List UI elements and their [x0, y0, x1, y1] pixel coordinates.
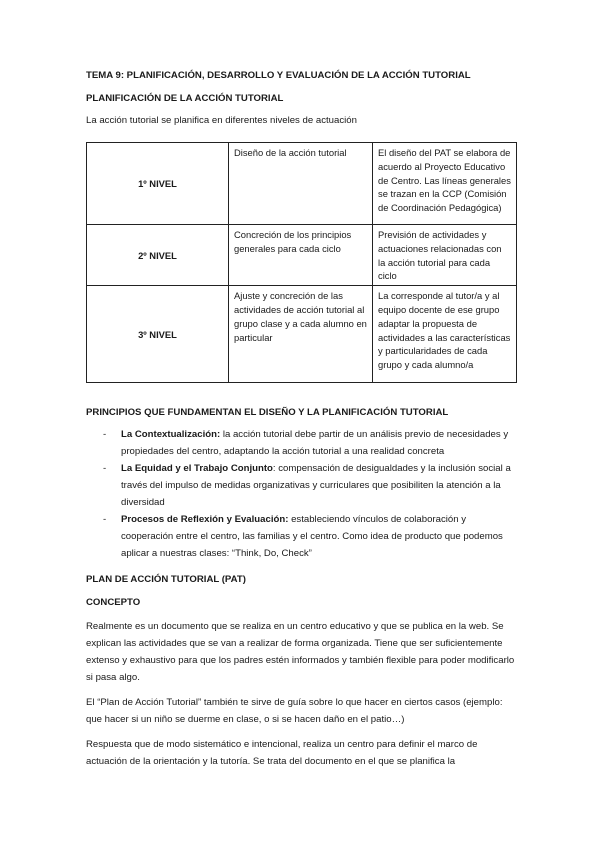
- principle-term: La Equidad y el Trabajo Conjunto: [121, 463, 273, 475]
- list-item: [86, 460, 516, 511]
- subheading-concepto: CONCEPTO: [86, 597, 141, 609]
- description-cell: Concreción de los principios generales para cada ciclo: [229, 225, 373, 286]
- level-cell: 2º NIVEL: [87, 225, 229, 286]
- section-heading-pat: PLAN DE ACCIÓN TUTORIAL (PAT): [86, 574, 246, 586]
- table-row: [87, 225, 517, 286]
- principle-term: La Contextualización:: [121, 429, 221, 441]
- table-row: [87, 286, 517, 383]
- principles-list: [86, 426, 516, 562]
- bullet-dash: -: [103, 514, 107, 526]
- principle-text: la acción tutorial debe partir de un análisis previo de necesidades y propiedades del centro, adaptando la acción tutorial a una realidad concreta: [121, 429, 509, 458]
- principle-text: : compensación de desigualdades y la inclusión social a través del impulso de medidas organizativas y curriculares que posibiliten la atención a la diversidad: [121, 463, 511, 509]
- detail-cell: La corresponde al tutor/a y al equipo docente de ese grupo adaptar la propuesta de actividades a las características y particularidades de cada grupo y cada alumno/a: [373, 286, 517, 383]
- detail-cell: Previsión de actividades y actuaciones relacionadas con la acción tutorial para cada ciclo: [373, 225, 517, 286]
- list-item: [86, 426, 516, 460]
- paragraph: Respuesta que de modo sistemático e intencional, realiza un centro para definir el marco de actuación de la orientación y la tutoría. Se trata del documento en el que se planifica la: [86, 739, 478, 768]
- level-cell: 3º NIVEL: [87, 286, 229, 383]
- table-row: [87, 143, 517, 225]
- bullet-dash: -: [103, 463, 107, 475]
- document-title: TEMA 9: PLANIFICACIÓN, DESARROLLO Y EVALUACIÓN DE LA ACCIÓN TUTORIAL: [86, 70, 471, 81]
- bullet-dash: -: [103, 429, 107, 441]
- document-page: [86, 70, 516, 770]
- paragraph: Realmente es un documento que se realiza en un centro educativo y que se publica en la web. Se explican las actividades que se van a realizar de forma organizada. Tiene que ser suficientemente extenso y exhaustivo para que los padres estén informados y también flexible para poder modificarlo si pasa algo.: [86, 621, 515, 684]
- description-cell: Ajuste y concreción de las actividades de acción tutorial al grupo clase y a cada alumno en particular: [229, 286, 373, 383]
- levels-table: [86, 142, 517, 383]
- level-cell: 1º NIVEL: [87, 143, 229, 225]
- paragraph: El “Plan de Acción Tutorial” también te sirve de guía sobre lo que hacer en ciertos casos (ejemplo: que hacer si un niño se duerme en clase, o si se hacen daño en el patio…): [86, 697, 503, 726]
- section-intro: La acción tutorial se planifica en diferentes niveles de actuación: [86, 115, 357, 126]
- section-heading-planificacion: PLANIFICACIÓN DE LA ACCIÓN TUTORIAL: [86, 93, 284, 104]
- section-heading-principios: PRINCIPIOS QUE FUNDAMENTAN EL DISEÑO Y LA PLANIFICACIÓN TUTORIAL: [86, 407, 449, 419]
- list-item: [86, 511, 516, 562]
- description-cell: Diseño de la acción tutorial: [229, 143, 373, 225]
- principle-text: estableciendo vínculos de colaboración y cooperación entre el centro, las familias y el centro. Como idea de producto que podemos aplicar a nuestras clases: “Think, Do, Check”: [121, 514, 503, 560]
- principle-term: Procesos de Reflexión y Evaluación:: [121, 514, 289, 526]
- detail-cell: El diseño del PAT se elabora de acuerdo al Proyecto Educativo de Centro. Las líneas generales se trazan en la CCP (Comisión de Coordinación Pedagógica): [373, 143, 517, 225]
